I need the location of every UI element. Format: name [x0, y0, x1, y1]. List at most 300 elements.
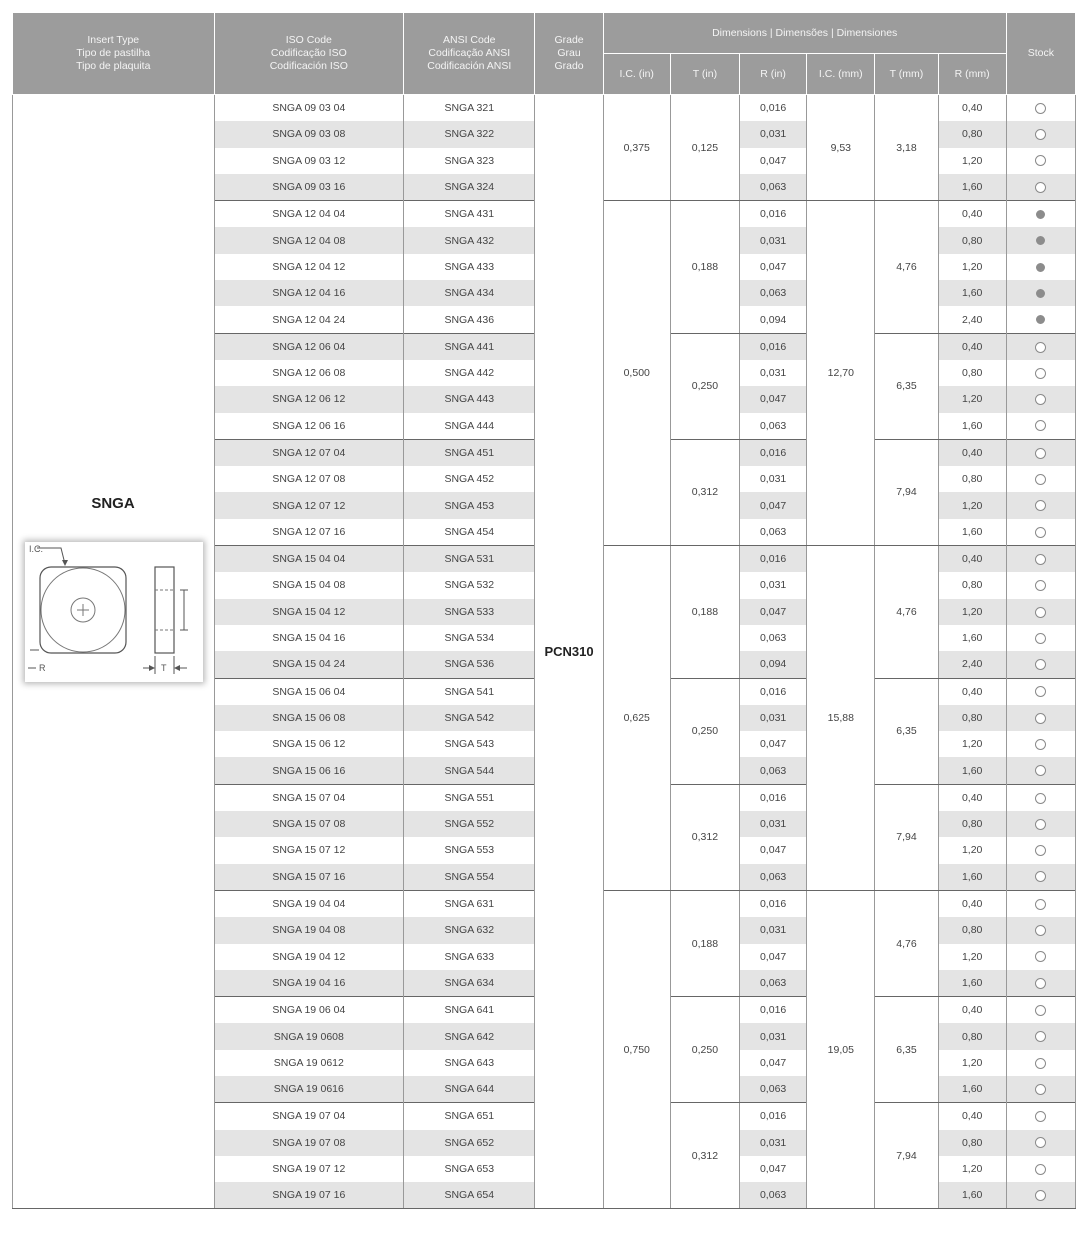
iso-code-cell: SNGA 19 04 16	[214, 970, 404, 997]
t-mm-cell: 6,35	[875, 678, 938, 784]
iso-code-cell: SNGA 12 04 16	[214, 280, 404, 306]
r-mm-cell: 0,40	[938, 1103, 1006, 1130]
stock-available-icon	[1036, 210, 1045, 219]
r-mm-cell: 0,80	[938, 1130, 1006, 1156]
ansi-code-cell: SNGA 653	[404, 1156, 535, 1182]
stock-cell	[1006, 890, 1075, 917]
iso-code-cell: SNGA 19 04 12	[214, 944, 404, 970]
r-in-cell: 0,094	[740, 306, 807, 333]
iso-code-cell: SNGA 19 04 08	[214, 917, 404, 943]
ansi-code-cell: SNGA 444	[404, 413, 535, 440]
r-mm-cell: 1,60	[938, 519, 1006, 546]
r-mm-cell: 1,60	[938, 1076, 1006, 1103]
r-mm-cell: 2,40	[938, 306, 1006, 333]
r-in-cell: 0,031	[740, 705, 807, 731]
r-mm-cell: 0,80	[938, 1023, 1006, 1049]
iso-code-cell: SNGA 19 0608	[214, 1023, 404, 1049]
iso-code-cell: SNGA 12 06 04	[214, 333, 404, 360]
ansi-code-cell: SNGA 552	[404, 811, 535, 837]
iso-code-cell: SNGA 19 06 04	[214, 997, 404, 1024]
ansi-code-cell: SNGA 536	[404, 651, 535, 678]
r-in-cell: 0,016	[740, 997, 807, 1024]
iso-code-cell: SNGA 12 04 04	[214, 201, 404, 228]
header-stock: Stock	[1006, 13, 1075, 95]
r-mm-cell: 1,20	[938, 731, 1006, 757]
stock-unavailable-icon	[1035, 793, 1046, 804]
r-mm-cell: 0,40	[938, 546, 1006, 573]
t-in-cell: 0,188	[670, 201, 739, 333]
r-in-cell: 0,031	[740, 1130, 807, 1156]
ansi-code-cell: SNGA 553	[404, 837, 535, 863]
ansi-code-cell: SNGA 654	[404, 1182, 535, 1209]
r-in-cell: 0,063	[740, 625, 807, 651]
r-in-cell: 0,031	[740, 811, 807, 837]
header-r-in: R (in)	[740, 54, 807, 95]
r-in-cell: 0,047	[740, 837, 807, 863]
r-in-cell: 0,016	[740, 201, 807, 228]
r-in-cell: 0,031	[740, 917, 807, 943]
stock-unavailable-icon	[1035, 607, 1046, 618]
r-in-cell: 0,016	[740, 439, 807, 466]
iso-code-cell: SNGA 15 04 24	[214, 651, 404, 678]
ansi-code-cell: SNGA 443	[404, 386, 535, 412]
stock-cell	[1006, 1156, 1075, 1182]
r-mm-cell: 0,80	[938, 466, 1006, 492]
iso-code-cell: SNGA 15 06 16	[214, 757, 404, 784]
stock-cell	[1006, 864, 1075, 891]
ansi-code-cell: SNGA 644	[404, 1076, 535, 1103]
ic-in-cell: 0,750	[603, 890, 670, 1209]
r-mm-cell: 0,80	[938, 811, 1006, 837]
t-in-cell: 0,250	[670, 997, 739, 1103]
iso-code-cell: SNGA 09 03 08	[214, 121, 404, 147]
r-mm-cell: 1,20	[938, 386, 1006, 412]
stock-cell	[1006, 1130, 1075, 1156]
r-mm-cell: 0,80	[938, 121, 1006, 147]
r-mm-cell: 1,60	[938, 757, 1006, 784]
header-t-mm: T (mm)	[875, 54, 938, 95]
stock-cell	[1006, 227, 1075, 253]
r-in-cell: 0,063	[740, 970, 807, 997]
stock-unavailable-icon	[1035, 819, 1046, 830]
t-in-cell: 0,250	[670, 333, 739, 439]
stock-cell	[1006, 837, 1075, 863]
stock-unavailable-icon	[1035, 633, 1046, 644]
stock-cell	[1006, 492, 1075, 518]
stock-unavailable-icon	[1035, 554, 1046, 565]
ansi-code-cell: SNGA 323	[404, 148, 535, 174]
table-body	[13, 95, 1076, 1209]
stock-cell	[1006, 1103, 1075, 1130]
r-in-cell: 0,047	[740, 944, 807, 970]
stock-unavailable-icon	[1035, 527, 1046, 538]
r-in-cell: 0,031	[740, 121, 807, 147]
iso-code-cell: SNGA 15 04 16	[214, 625, 404, 651]
ansi-code-cell: SNGA 436	[404, 306, 535, 333]
r-mm-cell: 1,60	[938, 864, 1006, 891]
header-ic-mm: I.C. (mm)	[807, 54, 875, 95]
t-mm-cell: 7,94	[875, 439, 938, 545]
iso-code-cell: SNGA 15 06 12	[214, 731, 404, 757]
r-mm-cell: 1,20	[938, 148, 1006, 174]
ansi-code-cell: SNGA 631	[404, 890, 535, 917]
stock-cell	[1006, 519, 1075, 546]
stock-cell	[1006, 917, 1075, 943]
iso-code-cell: SNGA 15 04 04	[214, 546, 404, 573]
ic-mm-cell: 9,53	[807, 95, 875, 201]
t-mm-cell: 4,76	[875, 546, 938, 678]
iso-code-cell: SNGA 19 0612	[214, 1050, 404, 1076]
iso-code-cell: SNGA 09 03 16	[214, 174, 404, 201]
iso-code-cell: SNGA 12 07 16	[214, 519, 404, 546]
stock-unavailable-icon	[1035, 1111, 1046, 1122]
r-in-cell: 0,047	[740, 492, 807, 518]
ansi-code-cell: SNGA 441	[404, 333, 535, 360]
r-in-cell: 0,047	[740, 731, 807, 757]
iso-code-cell: SNGA 12 06 08	[214, 360, 404, 386]
r-in-cell: 0,063	[740, 1182, 807, 1209]
stock-cell	[1006, 757, 1075, 784]
t-mm-cell: 7,94	[875, 784, 938, 890]
stock-cell	[1006, 784, 1075, 811]
stock-cell	[1006, 333, 1075, 360]
t-mm-cell: 7,94	[875, 1103, 938, 1209]
iso-code-cell: SNGA 19 07 04	[214, 1103, 404, 1130]
stock-cell	[1006, 811, 1075, 837]
stock-available-icon	[1036, 236, 1045, 245]
header-insert-type: Insert Type Tipo de pastilha Tipo de plaquita	[13, 13, 215, 95]
iso-code-cell: SNGA 12 07 08	[214, 466, 404, 492]
svg-text:T: T	[161, 663, 167, 673]
r-in-cell: 0,047	[740, 254, 807, 280]
ansi-code-cell: SNGA 632	[404, 917, 535, 943]
stock-cell	[1006, 148, 1075, 174]
t-in-cell: 0,125	[670, 95, 739, 201]
ansi-code-cell: SNGA 551	[404, 784, 535, 811]
table-row	[13, 95, 1076, 122]
stock-cell	[1006, 572, 1075, 598]
stock-unavailable-icon	[1035, 182, 1046, 193]
stock-unavailable-icon	[1035, 739, 1046, 750]
r-mm-cell: 0,40	[938, 678, 1006, 705]
r-in-cell: 0,031	[740, 227, 807, 253]
r-in-cell: 0,016	[740, 890, 807, 917]
r-in-cell: 0,016	[740, 333, 807, 360]
stock-unavailable-icon	[1035, 1164, 1046, 1175]
insert-spec-sheet	[12, 12, 1076, 1209]
r-in-cell: 0,031	[740, 572, 807, 598]
r-in-cell: 0,063	[740, 519, 807, 546]
r-in-cell: 0,063	[740, 757, 807, 784]
header-ic-in: I.C. (in)	[603, 54, 670, 95]
r-mm-cell: 1,20	[938, 944, 1006, 970]
r-mm-cell: 0,80	[938, 572, 1006, 598]
ic-in-cell: 0,625	[603, 546, 670, 891]
stock-cell	[1006, 280, 1075, 306]
ansi-code-cell: SNGA 321	[404, 95, 535, 122]
r-mm-cell: 1,60	[938, 413, 1006, 440]
iso-code-cell: SNGA 12 06 12	[214, 386, 404, 412]
r-mm-cell: 1,20	[938, 492, 1006, 518]
iso-code-cell: SNGA 12 06 16	[214, 413, 404, 440]
r-mm-cell: 0,80	[938, 917, 1006, 943]
grade-name: PCN310	[544, 644, 594, 660]
t-mm-cell: 4,76	[875, 201, 938, 333]
stock-cell	[1006, 360, 1075, 386]
iso-code-cell: SNGA 15 06 08	[214, 705, 404, 731]
iso-code-cell: SNGA 15 04 08	[214, 572, 404, 598]
r-in-cell: 0,016	[740, 678, 807, 705]
stock-available-icon	[1036, 289, 1045, 298]
r-mm-cell: 0,40	[938, 333, 1006, 360]
stock-cell	[1006, 413, 1075, 440]
iso-code-cell: SNGA 19 04 04	[214, 890, 404, 917]
stock-unavailable-icon	[1035, 1058, 1046, 1069]
iso-code-cell: SNGA 12 04 24	[214, 306, 404, 333]
stock-cell	[1006, 386, 1075, 412]
stock-unavailable-icon	[1035, 155, 1046, 166]
stock-unavailable-icon	[1035, 1137, 1046, 1148]
r-mm-cell: 0,40	[938, 95, 1006, 122]
iso-code-cell: SNGA 19 07 12	[214, 1156, 404, 1182]
iso-code-cell: SNGA 09 03 12	[214, 148, 404, 174]
t-mm-cell: 3,18	[875, 95, 938, 201]
ansi-code-cell: SNGA 433	[404, 254, 535, 280]
ansi-code-cell: SNGA 633	[404, 944, 535, 970]
r-in-cell: 0,031	[740, 360, 807, 386]
iso-code-cell: SNGA 12 04 08	[214, 227, 404, 253]
r-mm-cell: 1,60	[938, 1182, 1006, 1209]
iso-code-cell: SNGA 15 07 12	[214, 837, 404, 863]
r-in-cell: 0,063	[740, 280, 807, 306]
r-mm-cell: 1,60	[938, 970, 1006, 997]
stock-cell	[1006, 121, 1075, 147]
t-in-cell: 0,188	[670, 546, 739, 678]
stock-unavailable-icon	[1035, 1031, 1046, 1042]
stock-unavailable-icon	[1035, 448, 1046, 459]
r-in-cell: 0,063	[740, 174, 807, 201]
r-mm-cell: 0,80	[938, 227, 1006, 253]
r-in-cell: 0,063	[740, 864, 807, 891]
stock-unavailable-icon	[1035, 342, 1046, 353]
stock-unavailable-icon	[1035, 713, 1046, 724]
r-in-cell: 0,016	[740, 546, 807, 573]
stock-cell	[1006, 201, 1075, 228]
stock-unavailable-icon	[1035, 951, 1046, 962]
header-iso-code: ISO Code Codificação ISO Codificación ISO	[214, 13, 404, 95]
ansi-code-cell: SNGA 651	[404, 1103, 535, 1130]
stock-cell	[1006, 731, 1075, 757]
ansi-code-cell: SNGA 324	[404, 174, 535, 201]
ansi-code-cell: SNGA 534	[404, 625, 535, 651]
stock-cell	[1006, 95, 1075, 122]
ic-mm-cell: 12,70	[807, 201, 875, 546]
stock-unavailable-icon	[1035, 845, 1046, 856]
stock-unavailable-icon	[1035, 420, 1046, 431]
ansi-code-cell: SNGA 533	[404, 599, 535, 625]
stock-cell	[1006, 625, 1075, 651]
ansi-code-cell: SNGA 322	[404, 121, 535, 147]
r-in-cell: 0,063	[740, 1076, 807, 1103]
stock-cell	[1006, 1076, 1075, 1103]
grade-cell	[535, 95, 603, 1209]
header-grade: Grade Grau Grado	[535, 13, 603, 95]
r-in-cell: 0,047	[740, 1050, 807, 1076]
stock-unavailable-icon	[1035, 580, 1046, 591]
ansi-code-cell: SNGA 543	[404, 731, 535, 757]
r-in-cell: 0,047	[740, 1156, 807, 1182]
iso-code-cell: SNGA 15 07 04	[214, 784, 404, 811]
stock-cell	[1006, 439, 1075, 466]
stock-cell	[1006, 466, 1075, 492]
ansi-code-cell: SNGA 452	[404, 466, 535, 492]
r-in-cell: 0,016	[740, 784, 807, 811]
stock-cell	[1006, 651, 1075, 678]
r-in-cell: 0,031	[740, 1023, 807, 1049]
insert-drawing	[25, 542, 203, 682]
r-in-cell: 0,047	[740, 148, 807, 174]
stock-unavailable-icon	[1035, 368, 1046, 379]
ansi-code-cell: SNGA 643	[404, 1050, 535, 1076]
r-mm-cell: 0,40	[938, 784, 1006, 811]
t-in-cell: 0,188	[670, 890, 739, 996]
iso-code-cell: SNGA 19 07 16	[214, 1182, 404, 1209]
ansi-code-cell: SNGA 442	[404, 360, 535, 386]
stock-unavailable-icon	[1035, 500, 1046, 511]
r-in-cell: 0,047	[740, 599, 807, 625]
stock-cell	[1006, 678, 1075, 705]
r-mm-cell: 1,60	[938, 174, 1006, 201]
iso-code-cell: SNGA 12 04 12	[214, 254, 404, 280]
ansi-code-cell: SNGA 544	[404, 757, 535, 784]
header-dimensions: Dimensions | Dimensões | Dimensiones	[603, 13, 1006, 54]
iso-code-cell: SNGA 15 04 12	[214, 599, 404, 625]
stock-unavailable-icon	[1035, 659, 1046, 670]
r-mm-cell: 1,20	[938, 1050, 1006, 1076]
r-in-cell: 0,016	[740, 95, 807, 122]
stock-available-icon	[1036, 315, 1045, 324]
ansi-code-cell: SNGA 451	[404, 439, 535, 466]
stock-cell	[1006, 174, 1075, 201]
t-mm-cell: 6,35	[875, 997, 938, 1103]
t-in-cell: 0,312	[670, 784, 739, 890]
r-mm-cell: 1,20	[938, 254, 1006, 280]
ansi-code-cell: SNGA 431	[404, 201, 535, 228]
header-r-mm: R (mm)	[938, 54, 1006, 95]
r-mm-cell: 1,20	[938, 599, 1006, 625]
r-mm-cell: 0,40	[938, 997, 1006, 1024]
t-in-cell: 0,250	[670, 678, 739, 784]
r-in-cell: 0,094	[740, 651, 807, 678]
ansi-code-cell: SNGA 641	[404, 997, 535, 1024]
r-mm-cell: 1,20	[938, 1156, 1006, 1182]
ansi-code-cell: SNGA 432	[404, 227, 535, 253]
r-in-cell: 0,063	[740, 413, 807, 440]
stock-cell	[1006, 705, 1075, 731]
t-in-cell: 0,312	[670, 1103, 739, 1209]
header-t-in: T (in)	[670, 54, 739, 95]
r-mm-cell: 0,80	[938, 360, 1006, 386]
stock-unavailable-icon	[1035, 978, 1046, 989]
t-mm-cell: 4,76	[875, 890, 938, 996]
stock-cell	[1006, 997, 1075, 1024]
stock-cell	[1006, 1182, 1075, 1209]
stock-unavailable-icon	[1035, 103, 1046, 114]
ansi-code-cell: SNGA 642	[404, 1023, 535, 1049]
r-mm-cell: 0,40	[938, 890, 1006, 917]
stock-unavailable-icon	[1035, 686, 1046, 697]
ic-in-cell: 0,375	[603, 95, 670, 201]
insert-type-name: SNGA	[91, 495, 135, 512]
stock-available-icon	[1036, 263, 1045, 272]
iso-code-cell: SNGA 19 0616	[214, 1076, 404, 1103]
svg-text:I.C.: I.C.	[29, 544, 44, 554]
insert-type-cell	[13, 95, 215, 1209]
stock-cell	[1006, 546, 1075, 573]
stock-unavailable-icon	[1035, 474, 1046, 485]
r-in-cell: 0,031	[740, 466, 807, 492]
iso-code-cell: SNGA 12 07 12	[214, 492, 404, 518]
iso-code-cell: SNGA 09 03 04	[214, 95, 404, 122]
r-mm-cell: 0,40	[938, 439, 1006, 466]
stock-cell	[1006, 1023, 1075, 1049]
ansi-code-cell: SNGA 634	[404, 970, 535, 997]
iso-code-cell: SNGA 19 07 08	[214, 1130, 404, 1156]
stock-unavailable-icon	[1035, 1005, 1046, 1016]
iso-code-cell: SNGA 15 07 16	[214, 864, 404, 891]
ic-mm-cell: 15,88	[807, 546, 875, 891]
ansi-code-cell: SNGA 652	[404, 1130, 535, 1156]
ic-mm-cell: 19,05	[807, 890, 875, 1209]
ansi-code-cell: SNGA 454	[404, 519, 535, 546]
ansi-code-cell: SNGA 542	[404, 705, 535, 731]
ansi-code-cell: SNGA 531	[404, 546, 535, 573]
ansi-code-cell: SNGA 453	[404, 492, 535, 518]
t-mm-cell: 6,35	[875, 333, 938, 439]
stock-cell	[1006, 599, 1075, 625]
insert-diagram-svg	[25, 542, 203, 682]
ansi-code-cell: SNGA 434	[404, 280, 535, 306]
header-ansi-code: ANSI Code Codificação ANSI Codificación ANSI	[404, 13, 535, 95]
stock-unavailable-icon	[1035, 1084, 1046, 1095]
r-mm-cell: 0,80	[938, 705, 1006, 731]
iso-code-cell: SNGA 15 07 08	[214, 811, 404, 837]
stock-cell	[1006, 306, 1075, 333]
stock-cell	[1006, 254, 1075, 280]
r-mm-cell: 1,20	[938, 837, 1006, 863]
r-mm-cell: 1,60	[938, 280, 1006, 306]
ansi-code-cell: SNGA 541	[404, 678, 535, 705]
stock-cell	[1006, 970, 1075, 997]
r-mm-cell: 0,40	[938, 201, 1006, 228]
ic-in-cell: 0,500	[603, 201, 670, 546]
stock-cell	[1006, 1050, 1075, 1076]
iso-code-cell: SNGA 15 06 04	[214, 678, 404, 705]
stock-unavailable-icon	[1035, 394, 1046, 405]
ansi-code-cell: SNGA 532	[404, 572, 535, 598]
t-in-cell: 0,312	[670, 439, 739, 545]
stock-cell	[1006, 944, 1075, 970]
stock-unavailable-icon	[1035, 871, 1046, 882]
stock-unavailable-icon	[1035, 765, 1046, 776]
r-mm-cell: 1,60	[938, 625, 1006, 651]
r-in-cell: 0,016	[740, 1103, 807, 1130]
stock-unavailable-icon	[1035, 129, 1046, 140]
r-in-cell: 0,047	[740, 386, 807, 412]
stock-unavailable-icon	[1035, 899, 1046, 910]
header-row-top	[13, 13, 1076, 54]
svg-text:R: R	[39, 663, 46, 673]
